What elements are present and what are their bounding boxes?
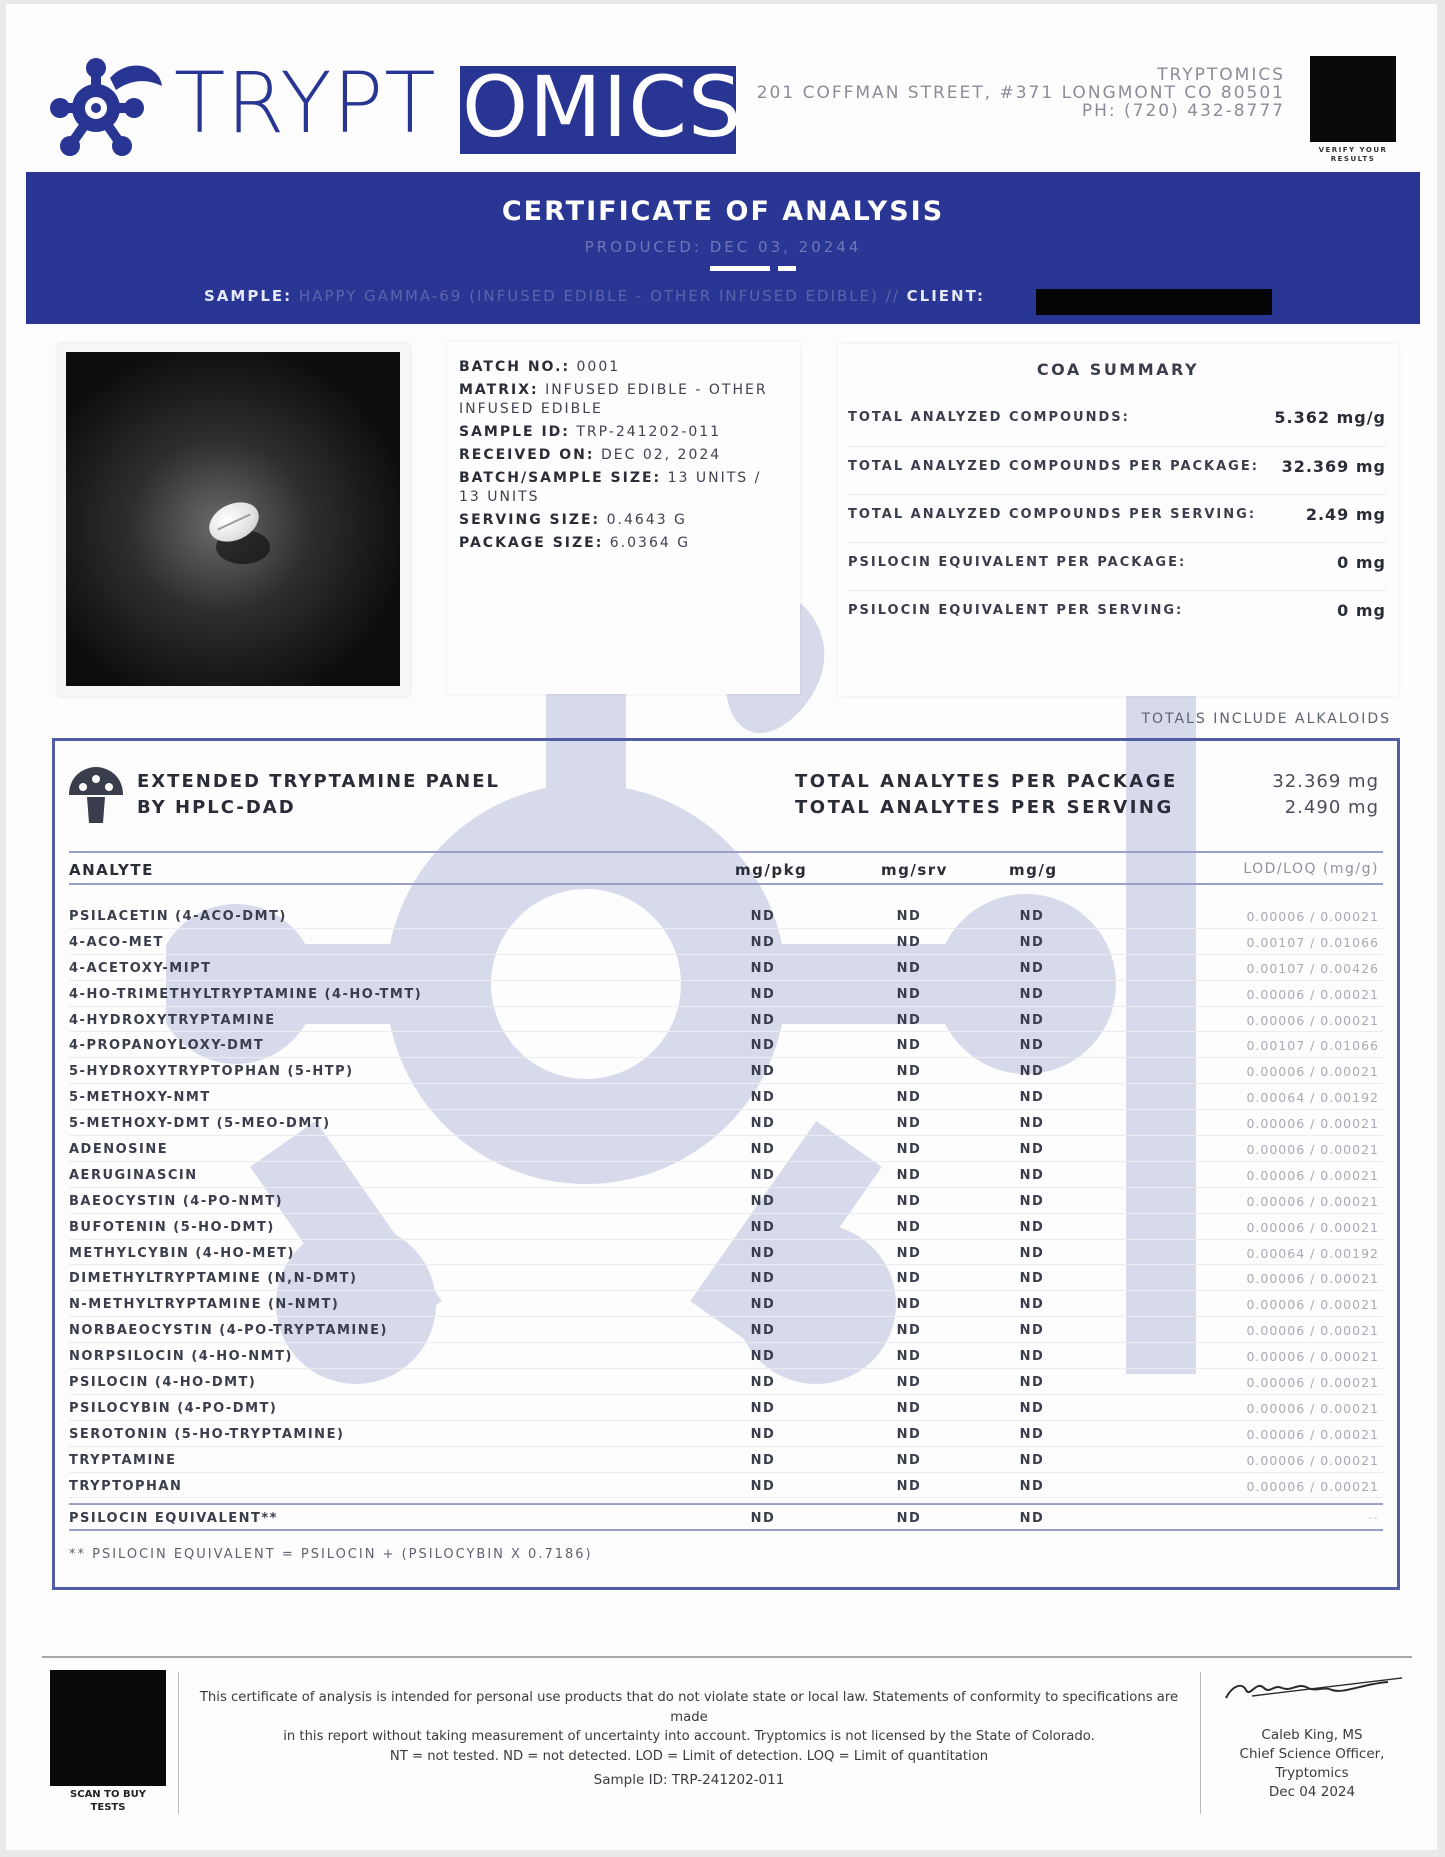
lod-loq-cell: 0.00006 / 0.00021 — [1246, 1167, 1379, 1183]
mg-pkg-cell: ND — [750, 986, 776, 1002]
mg-g-cell: ND — [1019, 1064, 1045, 1080]
mg-g-cell: ND — [1019, 1116, 1045, 1132]
mg-pkg-cell: ND — [750, 1478, 776, 1494]
table-row — [69, 1058, 1383, 1084]
batch-no-label: BATCH NO.: — [459, 359, 571, 375]
mg-pkg-cell: ND — [750, 1349, 776, 1365]
sample-line — [204, 287, 985, 305]
mg-pkg-cell: ND — [750, 1064, 776, 1080]
banner-divider-short — [778, 266, 796, 271]
certificate-title: CERTIFICATE OF ANALYSIS — [501, 196, 945, 227]
lod-loq-cell: 0.00006 / 0.00021 — [1246, 1323, 1379, 1339]
equivalent-lod: -- — [1368, 1511, 1379, 1524]
lod-loq-cell: 0.00006 / 0.00021 — [1246, 1400, 1379, 1416]
mg-pkg-cell: ND — [750, 1245, 776, 1261]
sample-id-line — [459, 423, 788, 442]
lod-loq-cell: 0.00006 / 0.00021 — [1246, 1219, 1379, 1235]
logo-text-left: TRYPT — [174, 54, 437, 152]
summary-row — [848, 446, 1386, 486]
table-row — [69, 1240, 1383, 1266]
sample-photo — [66, 352, 400, 686]
sample-photo-card — [58, 344, 410, 696]
tryptomics-logo — [50, 54, 743, 161]
analyte-name: N-METHYLTRYPTAMINE (N-NMT) — [69, 1297, 340, 1313]
lod-loq-cell: 0.00006 / 0.00021 — [1246, 1297, 1379, 1313]
signer-name: Caleb King, MS — [1261, 1727, 1363, 1743]
banner-divider — [710, 266, 770, 271]
company-address: 201 COFFMAN STREET, #371 LONGMONT CO 80501 — [756, 83, 1285, 103]
mg-pkg-cell: ND — [750, 1116, 776, 1132]
panel-title-line2: BY HPLC-DAD — [137, 797, 296, 818]
mg-srv-cell: ND — [896, 1271, 922, 1287]
mg-g-cell: ND — [1019, 1038, 1045, 1054]
equivalent-g: ND — [1019, 1511, 1045, 1526]
mg-g-cell: ND — [1019, 986, 1045, 1002]
footer-divider — [42, 1656, 1412, 1658]
totals-note: TOTALS INCLUDE ALKALOIDS — [1141, 711, 1391, 727]
analyte-name: 4-HYDROXYTRYPTAMINE — [69, 1012, 276, 1028]
company-address-block — [757, 66, 1285, 120]
lod-loq-cell: 0.00006 / 0.00021 — [1246, 909, 1379, 924]
mg-srv-cell: ND — [896, 1297, 922, 1313]
mg-g-cell: ND — [1019, 909, 1045, 924]
mg-srv-cell: ND — [896, 1193, 922, 1209]
mg-pkg-cell: ND — [750, 1012, 776, 1028]
mg-srv-cell: ND — [896, 1323, 922, 1339]
lod-loq-cell: 0.00107 / 0.01066 — [1246, 1038, 1379, 1054]
summary-label: TOTAL ANALYZED COMPOUNDS PER PACKAGE: — [848, 459, 1259, 474]
sample-separator: // — [885, 287, 900, 305]
header-mg-pkg: mg/pkg — [735, 861, 808, 879]
mg-srv-cell: ND — [896, 1478, 922, 1494]
mg-g-cell: ND — [1019, 1219, 1045, 1235]
mg-srv-cell: ND — [896, 986, 922, 1002]
lod-loq-cell: 0.00107 / 0.01066 — [1246, 934, 1379, 950]
mg-srv-cell: ND — [896, 1219, 922, 1235]
analyte-name: 4-HO-TRIMETHYLTRYPTAMINE (4-HO-TMT) — [69, 986, 423, 1002]
mg-pkg-cell: ND — [750, 934, 776, 950]
client-redaction — [1036, 289, 1272, 315]
signer-title: Chief Science Officer, — [1239, 1746, 1385, 1762]
table-row — [69, 1214, 1383, 1240]
lod-loq-cell: 0.00006 / 0.00021 — [1246, 1064, 1379, 1080]
summary-label: TOTAL ANALYZED COMPOUNDS PER SERVING: — [848, 507, 1257, 522]
mg-srv-cell: ND — [896, 1375, 922, 1391]
mg-pkg-cell: ND — [750, 909, 776, 924]
mushroom-icon — [67, 765, 125, 825]
analyte-name: METHYLCYBIN (4-HO-MET) — [69, 1245, 295, 1261]
table-row — [69, 981, 1383, 1007]
mg-g-cell: ND — [1019, 1452, 1045, 1468]
package-line — [459, 534, 788, 553]
coa-summary-card — [838, 344, 1398, 696]
mg-g-cell: ND — [1019, 960, 1045, 976]
lod-loq-cell: 0.00006 / 0.00021 — [1246, 1349, 1379, 1365]
batch-info-card — [447, 342, 800, 694]
batch-size-value: 13 UNITS / 13 UNITS — [459, 470, 762, 505]
equivalent-pkg: ND — [750, 1511, 776, 1526]
lod-loq-cell: 0.00006 / 0.00021 — [1246, 1478, 1379, 1494]
mg-g-cell: ND — [1019, 1193, 1045, 1209]
mg-srv-cell: ND — [896, 1038, 922, 1054]
mg-pkg-cell: ND — [750, 1426, 776, 1442]
title-banner — [26, 172, 1420, 324]
header-mg-srv: mg/srv — [881, 861, 948, 879]
lod-loq-cell: 0.00006 / 0.00021 — [1246, 1271, 1379, 1287]
summary-label: TOTAL ANALYZED COMPOUNDS: — [848, 410, 1130, 425]
disclaimer-line: NT = not tested. ND = not detected. LOD = Limit of detection. LOQ = Limit of quantitation — [389, 1748, 989, 1764]
total-pkg-label: TOTAL ANALYTES PER PACKAGE — [795, 771, 1178, 792]
analyte-name: PSILOCIN (4-HO-DMT) — [69, 1375, 257, 1391]
lod-loq-cell: 0.00006 / 0.00021 — [1246, 1012, 1379, 1028]
batch-no-value: 0001 — [576, 359, 621, 375]
mg-pkg-cell: ND — [750, 1219, 776, 1235]
signed-date: Dec 04 2024 — [1268, 1784, 1356, 1800]
table-row — [69, 1343, 1383, 1369]
mg-pkg-cell: ND — [750, 1400, 776, 1416]
table-row — [69, 1421, 1383, 1447]
summary-value: 2.49 mg — [1305, 505, 1386, 524]
mg-g-cell: ND — [1019, 1297, 1045, 1313]
mg-pkg-cell: ND — [750, 1090, 776, 1106]
total-srv-value: 2.490 mg — [1284, 797, 1379, 818]
molecule-logo-icon — [50, 56, 170, 161]
table-row — [69, 1162, 1383, 1188]
matrix-line — [459, 381, 788, 419]
mg-srv-cell: ND — [896, 934, 922, 950]
analyte-name: 4-PROPANOYLOXY-DMT — [69, 1038, 265, 1054]
analyte-name: 5-METHOXY-NMT — [69, 1090, 211, 1106]
lod-loq-cell: 0.00064 / 0.00192 — [1246, 1245, 1379, 1261]
mg-g-cell: ND — [1019, 1400, 1045, 1416]
mg-srv-cell: ND — [896, 1090, 922, 1106]
mg-srv-cell: ND — [896, 1167, 922, 1183]
verify-qr-code[interactable] — [1310, 56, 1396, 142]
table-row — [69, 955, 1383, 981]
lod-loq-cell: 0.00006 / 0.00021 — [1246, 1193, 1379, 1209]
panel-total-labels — [795, 769, 1178, 821]
logo-text-right: OMICS — [462, 58, 743, 156]
analyte-name: PSILACETIN (4-ACO-DMT) — [69, 909, 287, 924]
table-row — [69, 1007, 1383, 1033]
footer-divider-left — [178, 1672, 179, 1814]
analyte-table-body — [69, 903, 1383, 1498]
mg-g-cell: ND — [1019, 934, 1045, 950]
lod-loq-cell: 0.00006 / 0.00021 — [1246, 986, 1379, 1002]
equivalent-analyte: PSILOCIN EQUIVALENT** — [69, 1511, 278, 1526]
header-lod-loq: LOD/LOQ (mg/g) — [1243, 861, 1379, 877]
analyte-name: 5-METHOXY-DMT (5-MEO-DMT) — [69, 1116, 331, 1132]
received-label: RECEIVED ON: — [459, 447, 595, 463]
analyte-name: PSILOCYBIN (4-PO-DMT) — [69, 1400, 278, 1416]
mg-srv-cell: ND — [896, 1426, 922, 1442]
table-row — [69, 903, 1383, 929]
table-row — [69, 1447, 1383, 1473]
summary-label: PSILOCIN EQUIVALENT PER PACKAGE: — [848, 555, 1187, 570]
mg-pkg-cell: ND — [750, 1167, 776, 1183]
company-phone: PH: (720) 432-8777 — [1081, 101, 1285, 121]
package-value: 6.0364 G — [609, 535, 691, 551]
panel-total-values — [1272, 769, 1379, 821]
mg-pkg-cell: ND — [750, 1038, 776, 1054]
mg-srv-cell: ND — [896, 1142, 922, 1158]
lod-loq-cell: 0.00006 / 0.00021 — [1246, 1116, 1379, 1132]
table-row — [69, 1032, 1383, 1058]
equivalent-srv: ND — [896, 1511, 922, 1526]
panel-title-line1: EXTENDED TRYPTAMINE PANEL — [137, 771, 500, 792]
analyte-name: NORBAEOCYSTIN (4-PO-TRYPTAMINE) — [69, 1323, 388, 1339]
mg-pkg-cell: ND — [750, 1297, 776, 1313]
mg-pkg-cell: ND — [750, 1193, 776, 1209]
matrix-value: INFUSED EDIBLE - OTHER INFUSED EDIBLE — [459, 382, 768, 417]
table-header — [69, 851, 1383, 885]
mg-g-cell: ND — [1019, 1375, 1045, 1391]
analyte-name: ADENOSINE — [69, 1142, 169, 1158]
sample-value: HAPPY GAMMA-69 (INFUSED EDIBLE - OTHER INFUSED EDIBLE) — [298, 287, 879, 305]
analyte-name: 5-HYDROXYTRYPTOPHAN (5-HTP) — [69, 1064, 354, 1080]
mg-pkg-cell: ND — [750, 1142, 776, 1158]
lod-loq-cell: 0.00006 / 0.00021 — [1246, 1142, 1379, 1158]
analyte-name: DIMETHYLTRYPTAMINE (N,N-DMT) — [69, 1271, 358, 1287]
mg-srv-cell: ND — [896, 1452, 922, 1468]
table-row — [69, 1136, 1383, 1162]
table-row — [69, 1110, 1383, 1136]
mg-srv-cell: ND — [896, 1012, 922, 1028]
signer-block — [1212, 1726, 1412, 1802]
certificate-page — [6, 4, 1437, 1850]
sample-label: SAMPLE: — [204, 287, 293, 305]
header-analyte: ANALYTE — [69, 861, 154, 879]
mg-srv-cell: ND — [896, 909, 922, 924]
table-row — [69, 1084, 1383, 1110]
disclaimer — [184, 1688, 1194, 1766]
total-srv-label: TOTAL ANALYTES PER SERVING — [795, 797, 1174, 818]
table-row — [69, 929, 1383, 955]
panel-title — [137, 769, 500, 821]
mg-srv-cell: ND — [896, 1400, 922, 1416]
mg-g-cell: ND — [1019, 1167, 1045, 1183]
analyte-name: BUFOTENIN (5-HO-DMT) — [69, 1219, 275, 1235]
tryptamine-panel — [52, 738, 1400, 1590]
summary-value: 32.369 mg — [1281, 457, 1386, 476]
mg-g-cell: ND — [1019, 1349, 1045, 1365]
analyte-name: BAEOCYSTIN (4-PO-NMT) — [69, 1193, 284, 1209]
table-row — [69, 1473, 1383, 1499]
lod-loq-cell: 0.00006 / 0.00021 — [1246, 1375, 1379, 1391]
batch-size-label: BATCH/SAMPLE SIZE: — [459, 470, 662, 486]
company-name: TRYPTOMICS — [1157, 65, 1285, 85]
mg-pkg-cell: ND — [750, 1375, 776, 1391]
mg-g-cell: ND — [1019, 1478, 1045, 1494]
mg-srv-cell: ND — [896, 1116, 922, 1132]
mg-g-cell: ND — [1019, 1271, 1045, 1287]
psilocin-equivalent-row — [69, 1503, 1383, 1531]
mg-g-cell: ND — [1019, 1090, 1045, 1106]
sample-id-value: TRP-241202-011 — [576, 424, 722, 440]
client-label: CLIENT: — [906, 287, 986, 305]
analyte-name: TRYPTOPHAN — [69, 1478, 183, 1494]
verify-caption: VERIFY YOUR RESULTS — [1318, 146, 1388, 163]
mg-g-cell: ND — [1019, 1426, 1045, 1442]
signer-org: Tryptomics — [1275, 1765, 1349, 1781]
table-row — [69, 1291, 1383, 1317]
analyte-name: 4-ACO-MET — [69, 934, 164, 950]
mg-pkg-cell: ND — [750, 1323, 776, 1339]
produced-date: PRODUCED: DEC 03, 20244 — [584, 238, 862, 256]
mg-g-cell: ND — [1019, 1142, 1045, 1158]
summary-row — [848, 398, 1386, 438]
batch-no-line — [459, 358, 788, 377]
summary-value: 5.362 mg/g — [1274, 408, 1386, 427]
mg-g-cell: ND — [1019, 1323, 1045, 1339]
total-pkg-value: 32.369 mg — [1272, 771, 1379, 792]
table-row — [69, 1188, 1383, 1214]
disclaimer-line: This certificate of analysis is intended for personal use products that do not violate state or local law. Statements of conformity to specifications are made — [199, 1690, 1179, 1725]
mg-pkg-cell: ND — [750, 1271, 776, 1287]
serving-value: 0.4643 G — [606, 512, 687, 528]
package-label: PACKAGE SIZE: — [459, 535, 604, 551]
received-line — [459, 446, 788, 465]
analyte-name: SEROTONIN (5-HO-TRYPTAMINE) — [69, 1426, 345, 1442]
analyte-name: 4-ACETOXY-MIPT — [69, 960, 212, 976]
summary-value: 0 mg — [1337, 553, 1386, 572]
mg-g-cell: ND — [1019, 1245, 1045, 1261]
summary-row — [848, 590, 1386, 630]
lod-loq-cell: 0.00006 / 0.00021 — [1246, 1452, 1379, 1468]
mg-pkg-cell: ND — [750, 960, 776, 976]
mg-srv-cell: ND — [896, 1245, 922, 1261]
table-row — [69, 1265, 1383, 1291]
table-row — [69, 1317, 1383, 1343]
mg-pkg-cell: ND — [750, 1452, 776, 1468]
lod-loq-cell: 0.00064 / 0.00192 — [1246, 1090, 1379, 1106]
mg-srv-cell: ND — [896, 960, 922, 976]
matrix-label: MATRIX: — [459, 382, 539, 398]
sample-id-label: SAMPLE ID: — [459, 424, 570, 440]
equivalent-footnote: ** PSILOCIN EQUIVALENT = PSILOCIN + (PSILOCYBIN X 0.7186) — [69, 1547, 593, 1562]
footer-sample-id: Sample ID: TRP-241202-011 — [593, 1772, 785, 1788]
mg-srv-cell: ND — [896, 1349, 922, 1365]
table-row — [69, 1395, 1383, 1421]
table-row — [69, 1369, 1383, 1395]
analyte-name: NORPSILOCIN (4-HO-NMT) — [69, 1349, 293, 1365]
batch-size-line — [459, 469, 788, 507]
lod-loq-cell: 0.00006 / 0.00021 — [1246, 1426, 1379, 1442]
received-value: DEC 02, 2024 — [600, 447, 722, 463]
header-mg-g: mg/g — [1009, 861, 1058, 879]
buy-tests-qr-code[interactable] — [50, 1670, 166, 1786]
summary-row — [848, 494, 1386, 534]
serving-line — [459, 511, 788, 530]
serving-label: SERVING SIZE: — [459, 512, 601, 528]
summary-title: COA SUMMARY — [1036, 360, 1200, 379]
analyte-name: AERUGINASCIN — [69, 1167, 198, 1183]
summary-row — [848, 542, 1386, 582]
analyte-name: TRYPTAMINE — [69, 1452, 177, 1468]
footer-divider-right — [1200, 1672, 1201, 1814]
mg-g-cell: ND — [1019, 1012, 1045, 1028]
mg-srv-cell: ND — [896, 1064, 922, 1080]
summary-value: 0 mg — [1337, 601, 1386, 620]
buy-tests-caption: SCAN TO BUY TESTS — [70, 1789, 146, 1813]
signature-icon — [1212, 1668, 1412, 1708]
disclaimer-line: in this report without taking measurement of uncertainty into account. Tryptomics is not licensed by the State of Colorado. — [283, 1729, 1095, 1744]
summary-label: PSILOCIN EQUIVALENT PER SERVING: — [848, 603, 1184, 618]
lod-loq-cell: 0.00107 / 0.00426 — [1246, 960, 1379, 976]
